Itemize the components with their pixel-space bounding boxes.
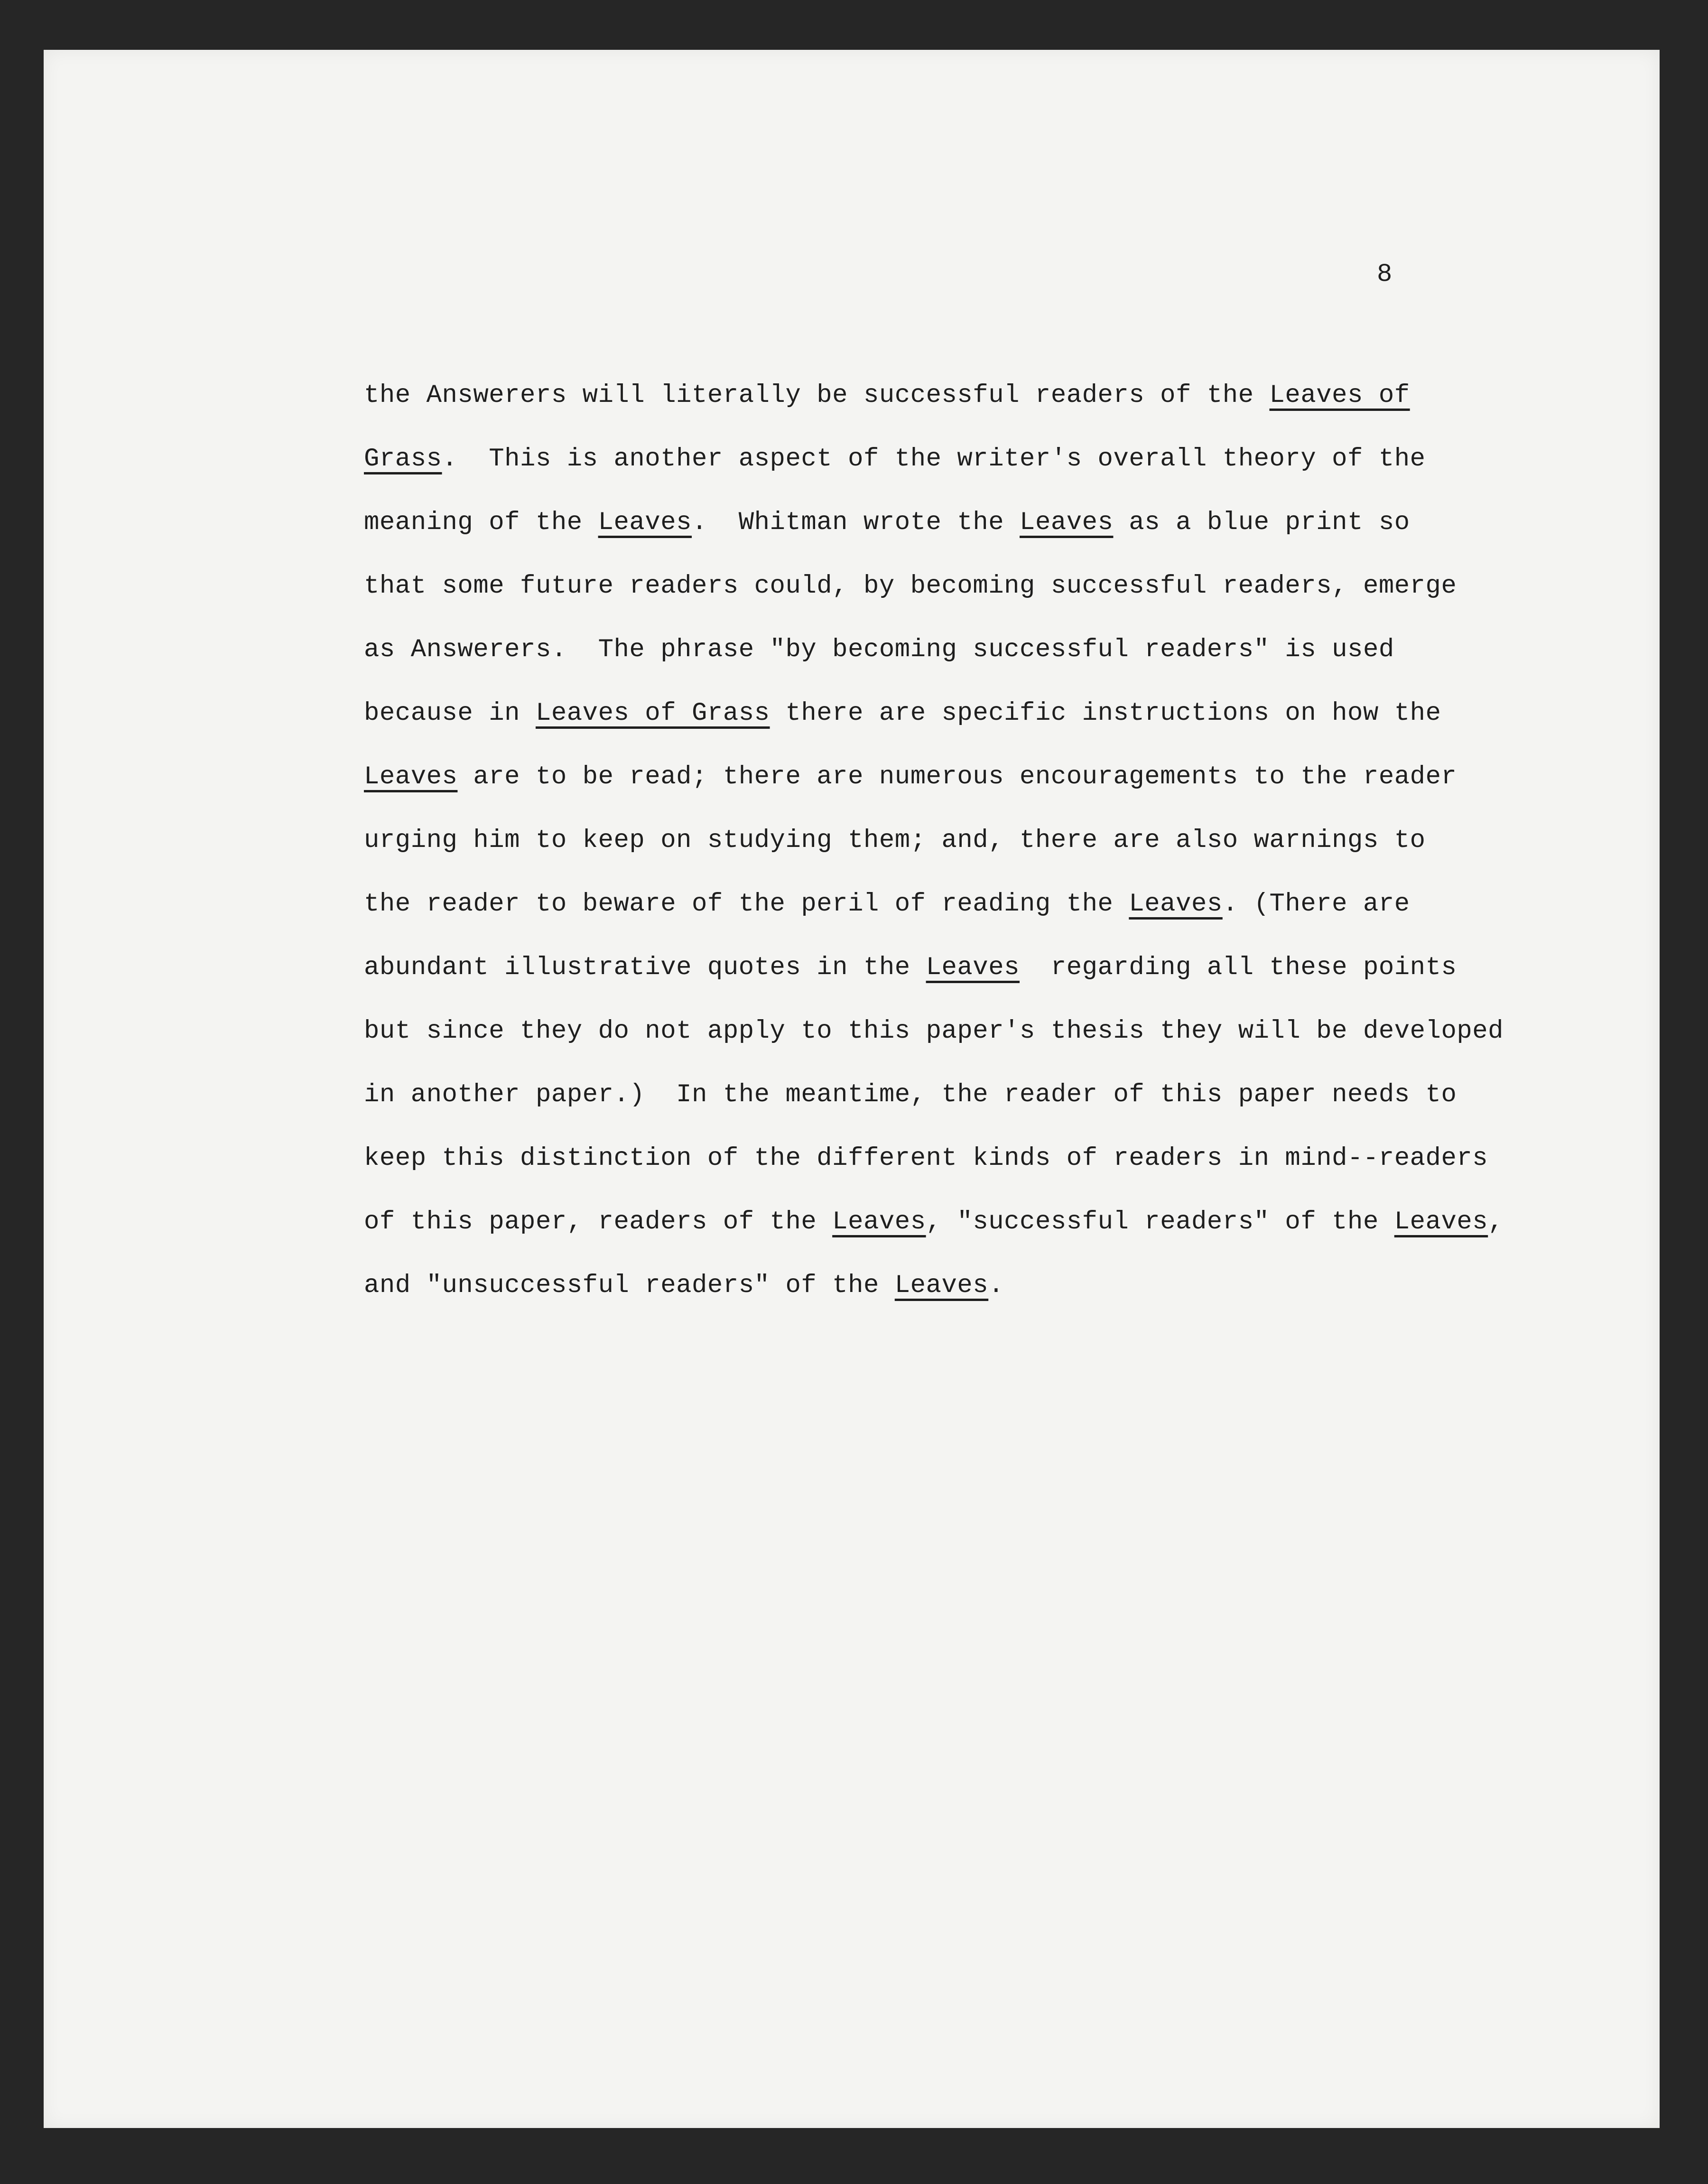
text-run: , "successful readers" of the [926, 1208, 1394, 1236]
text-line [364, 364, 1559, 428]
document-page [44, 50, 1660, 2128]
text-run: meaning of the [364, 508, 598, 537]
underlined-title: Leaves [1129, 890, 1223, 919]
underlined-title: Leaves [1020, 508, 1114, 537]
text-run: as a blue print so [1113, 508, 1410, 537]
text-run: keep this distinction of the different kinds of readers in mind--readers [364, 1144, 1488, 1173]
text-run: urging him to keep on studying them; and, there are also warnings to [364, 826, 1426, 855]
text-line [364, 745, 1559, 809]
text-run: are to be read; there are numerous encouragements to the reader [457, 762, 1457, 791]
underlined-title: Leaves of Grass [535, 699, 770, 728]
text-line [364, 682, 1559, 745]
text-line [364, 618, 1559, 682]
text-run: as Answerers. The phrase "by becoming successful readers" is used [364, 635, 1394, 664]
text-line [364, 1254, 1559, 1318]
text-line [364, 1127, 1559, 1190]
text-run: in another paper.) In the meantime, the reader of this paper needs to [364, 1080, 1457, 1109]
underlined-title: Leaves [598, 508, 692, 537]
page-number: 8 [1377, 260, 1392, 289]
text-run: because in [364, 699, 536, 728]
text-run: of this paper, readers of the [364, 1208, 833, 1236]
text-run: the Answerers will literally be successful readers of the [364, 381, 1270, 410]
text-line [364, 1063, 1559, 1127]
body-paragraph [364, 364, 1559, 1318]
text-line [364, 1000, 1559, 1063]
text-line [364, 873, 1559, 936]
text-line [364, 936, 1559, 1000]
text-run: the reader to beware of the peril of reading the [364, 890, 1129, 919]
underlined-title: Leaves [832, 1208, 926, 1236]
text-run: that some future readers could, by becoming successful readers, emerge [364, 572, 1457, 601]
text-run: , [1488, 1208, 1504, 1236]
underlined-title: Leaves [894, 1271, 989, 1300]
text-line [364, 1190, 1559, 1254]
text-run: . (There are [1222, 890, 1410, 919]
text-run: . Whitman wrote the [692, 508, 1020, 537]
underlined-title: Leaves [1394, 1208, 1488, 1236]
underlined-title: Leaves [926, 953, 1020, 982]
text-run: abundant illustrative quotes in the [364, 953, 926, 982]
text-run: . [988, 1271, 1004, 1300]
text-line [364, 809, 1559, 873]
text-line [364, 428, 1559, 491]
text-run: . This is another aspect of the writer's overall theory of the [442, 445, 1426, 474]
text-line [364, 491, 1559, 555]
text-line [364, 555, 1559, 618]
text-run: there are specific instructions on how the [770, 699, 1441, 728]
text-run: but since they do not apply to this paper's thesis they will be developed [364, 1017, 1504, 1046]
text-run: regarding all these points [1020, 953, 1457, 982]
underlined-title: Grass [364, 445, 442, 474]
underlined-title: Leaves of [1269, 381, 1410, 410]
underlined-title: Leaves [364, 762, 458, 791]
text-run: and "unsuccessful readers" of the [364, 1271, 895, 1300]
